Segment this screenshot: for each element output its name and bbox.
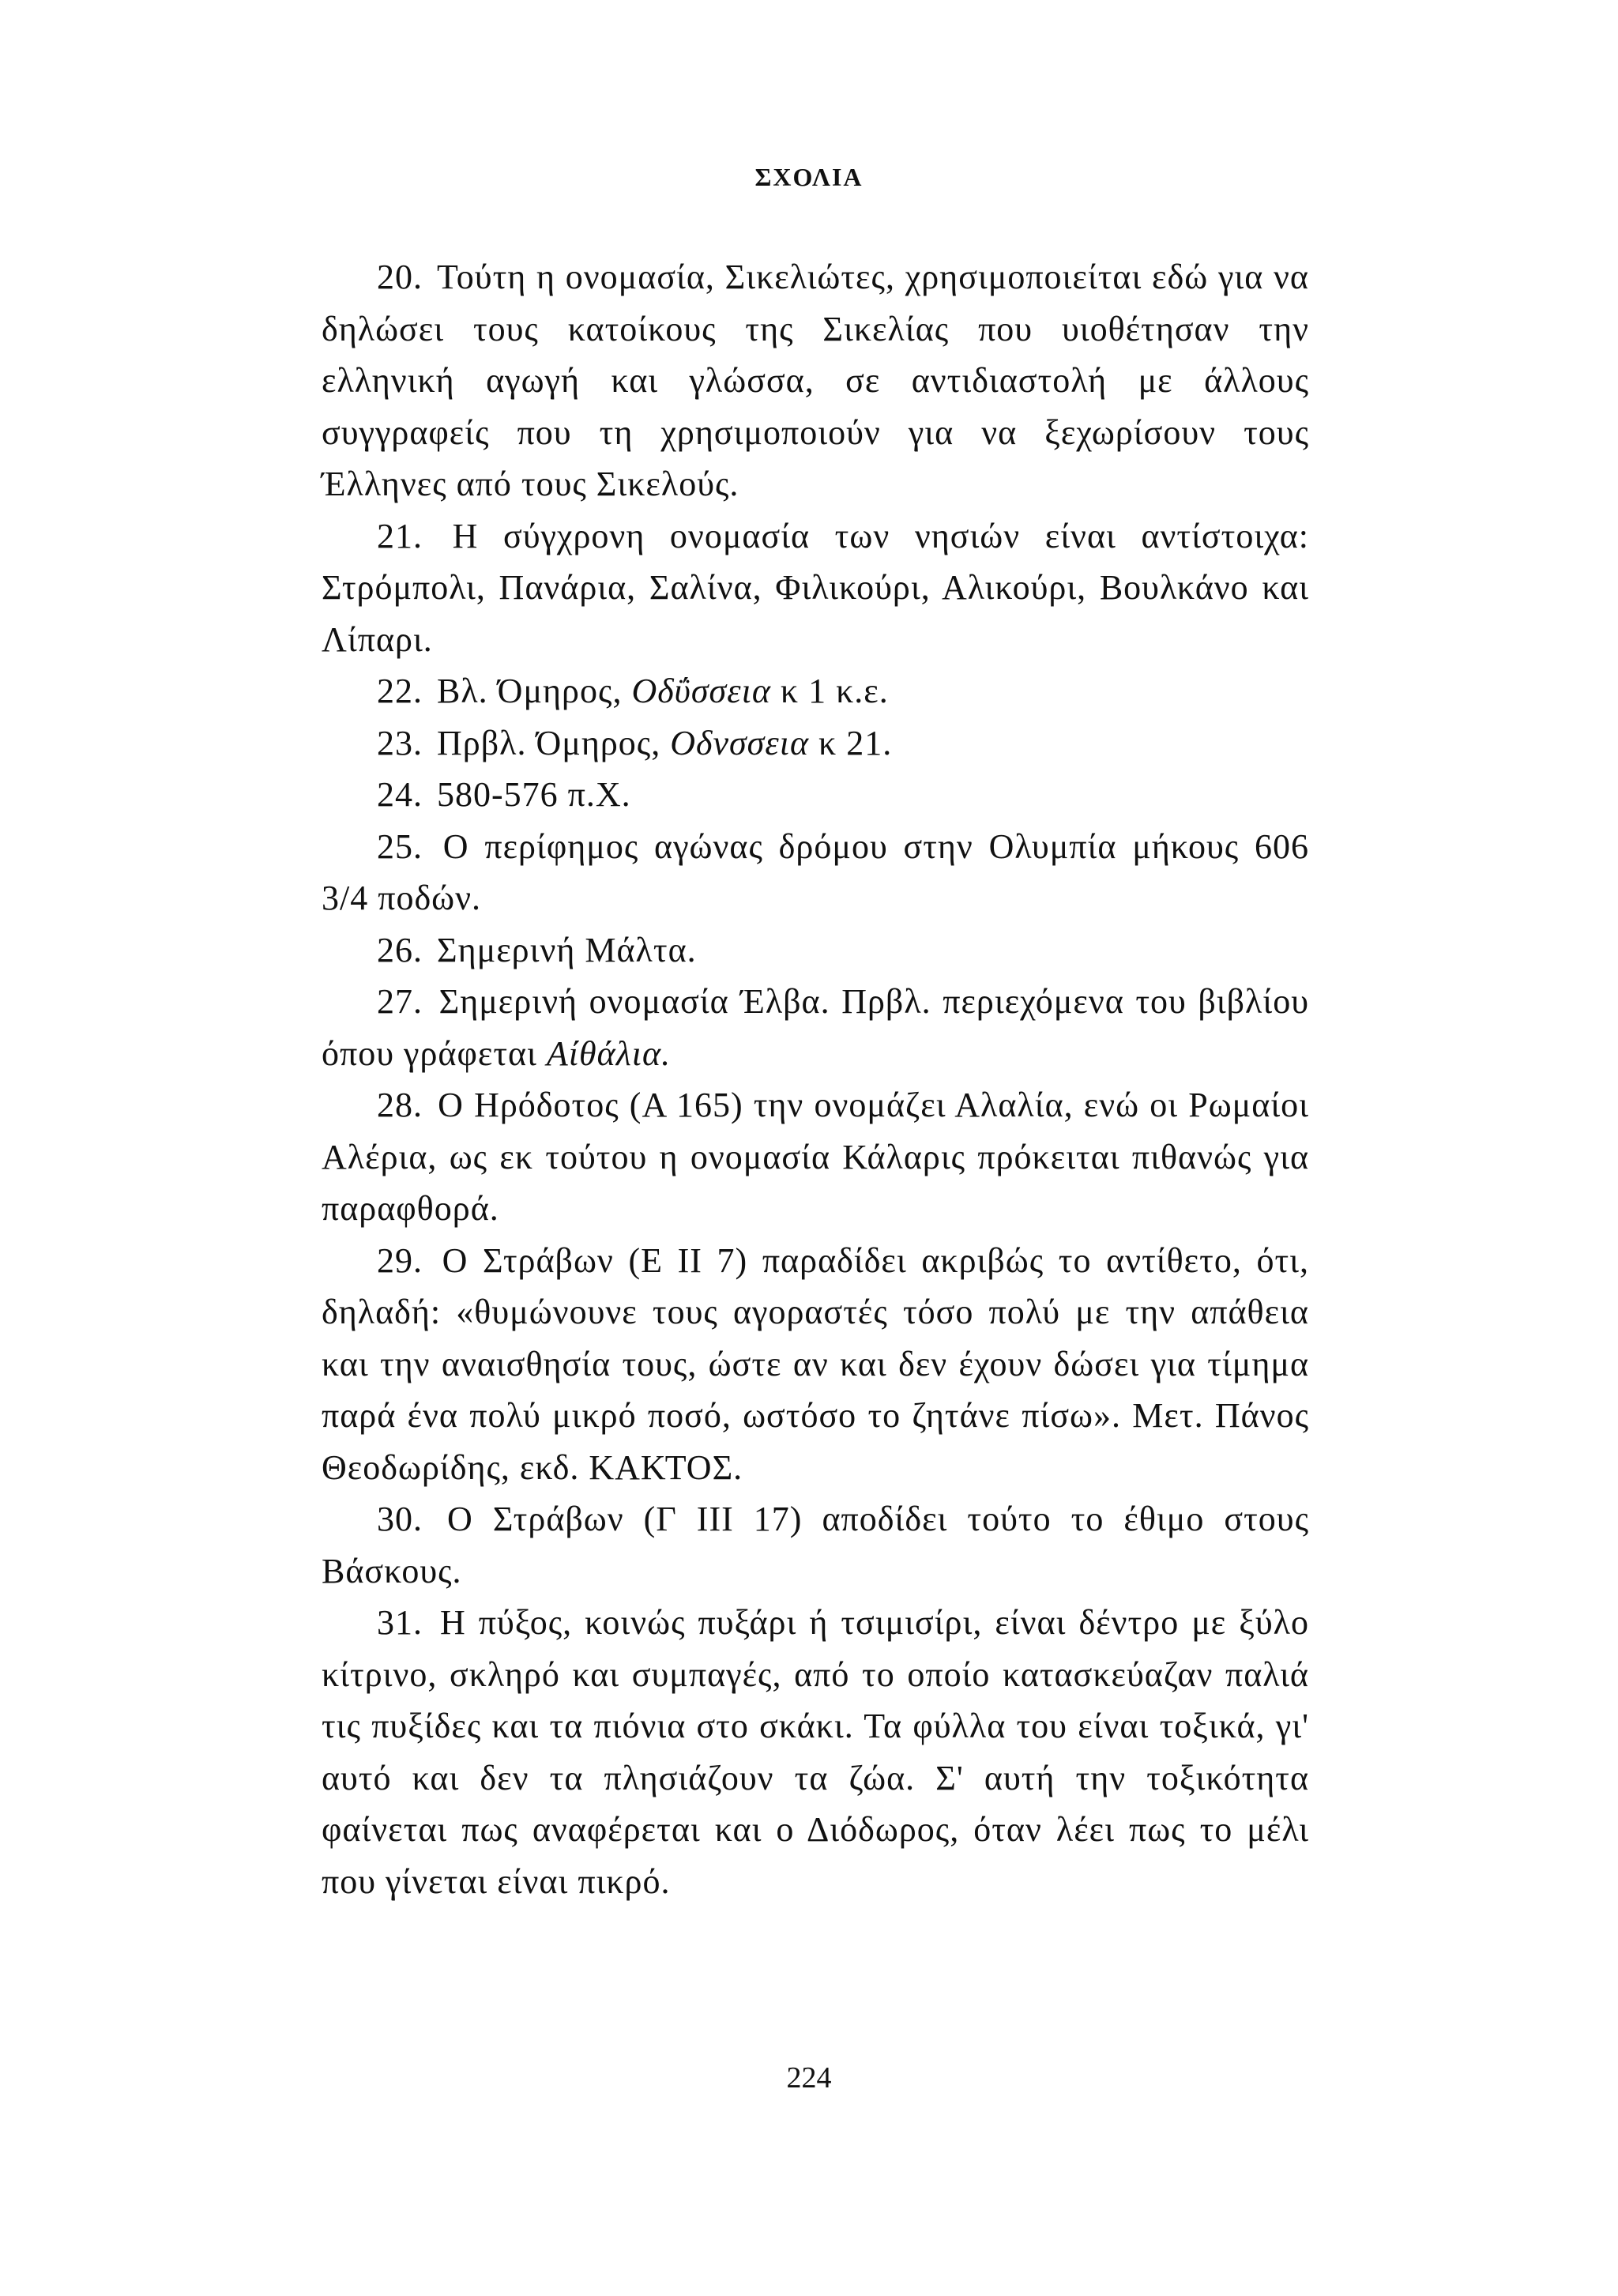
note-number: 25. — [377, 826, 423, 866]
note-text: Η σύγχρονη ονομασία των νησιών είναι αντίστοιχα: Στρόμπολι, Πανάρια, Σαλίνα, Φιλικούρι, Αλικούρι, Βουλκάνο και Λίπαρι. — [322, 516, 1309, 659]
note-text: Σημερινή Μάλτα. — [437, 930, 697, 969]
note-31 — [322, 1597, 1309, 1907]
note-21 — [322, 510, 1309, 666]
note-text: Ο Ηρόδοτος (Α 165) την ονομάζει Αλαλία, ενώ οι Ρωμαίοι Αλέρια, ως εκ τούτου η ονομασία Κάλαρις πρόκειται πιθανώς για παραφθορά. — [322, 1086, 1309, 1228]
note-number: 27. — [377, 982, 423, 1021]
note-28 — [322, 1079, 1309, 1235]
note-number: 29. — [377, 1240, 423, 1280]
note-text: 580-576 π.Χ. — [437, 775, 631, 814]
note-number: 28. — [377, 1086, 423, 1124]
note-24 — [322, 769, 1309, 821]
note-reference: κ 21. — [818, 723, 893, 762]
note-text: Βλ. Όμηρος, — [437, 672, 623, 710]
note-25 — [322, 821, 1309, 924]
note-text: Ο Στράβων (Γ III 17) αποδίδει τούτο το έθιμο στους Βάσκους. — [322, 1500, 1309, 1590]
note-text: Ο Στράβων (Ε II 7) παραδίδει ακριβώς το αντίθετο, ότι, δηλαδή: «θυμώνουνε τους αγοραστές τόσο πολύ με την απάθεια και την αναισθησία τους, ώστε αν και δεν έχουν δώσει για τίμημα παρά ένα πολύ μικρό ποσό, ωστόσο το ζητάνε πίσω». Μετ. Πάνος Θεοδωρίδης, εκδ. ΚΑΚΤΟΣ. — [322, 1240, 1309, 1487]
note-number: 23. — [377, 723, 423, 762]
note-text: Σημερινή ονομασία Έλβα. Πρβλ. περιεχόμενα του βιβλίου όπου γράφεται — [322, 982, 1309, 1073]
note-text: Η πύξος, κοινώς πυξάρι ή τσιμισίρι, είναι δέντρο με ξύλο κίτρινο, σκληρό και συμπαγές, από το οποίο κατασκεύαζαν παλιά τις πυξίδες και τα πιόνια στο σκάκι. Τα φύλλα του είναι τοξικά, γι' αυτό και δεν τα πλησιάζουν τα ζώα. Σ' αυτή την τοξικότητα φαίνεται πως αναφέρεται και ο Διόδωρος, όταν λέει πως το μέλι που γίνεται είναι πικρό. — [322, 1603, 1309, 1901]
note-text: Ο περίφημος αγώνας δρόμου στην Ολυμπία μήκους 606 3/4 ποδών. — [322, 826, 1310, 917]
note-number: 31. — [377, 1603, 423, 1642]
note-29 — [322, 1235, 1309, 1494]
endnotes-list — [322, 251, 1309, 1907]
note-text: Πρβλ. Όμηρος, — [437, 723, 661, 762]
note-number: 24. — [377, 775, 423, 814]
note-20 — [322, 251, 1309, 510]
note-22 — [322, 665, 1309, 717]
work-title: Οδνσσεια — [670, 723, 810, 762]
note-number: 30. — [377, 1500, 423, 1538]
note-number: 21. — [377, 516, 423, 555]
note-text: Τούτη η ονομασία, Σικελιώτες, χρησιμοποιείται εδώ για να δηλώσει τους κατοίκους της Σικελίας που υιοθέτησαν την ελληνική αγωγή και γλώσσα, σε αντιδιαστολή με άλλους συγγραφείς που τη χρησιμοποιούν για να ξεχωρίσουν τους Έλληνες από τους Σικελούς. — [322, 258, 1309, 503]
note-number: 26. — [377, 930, 423, 969]
note-26 — [322, 924, 1309, 977]
note-reference: κ 1 κ.ε. — [780, 672, 889, 710]
work-title: Οδΰσσεια — [631, 672, 771, 710]
italic-term: Αίθάλια. — [546, 1033, 672, 1073]
note-30 — [322, 1493, 1309, 1597]
note-23 — [322, 717, 1309, 770]
note-number: 20. — [377, 258, 423, 296]
page-number: 224 — [786, 2061, 832, 2095]
note-number: 22. — [377, 672, 423, 710]
running-header: ΣΧΟΛΙΑ — [754, 163, 864, 191]
note-27 — [322, 976, 1309, 1079]
